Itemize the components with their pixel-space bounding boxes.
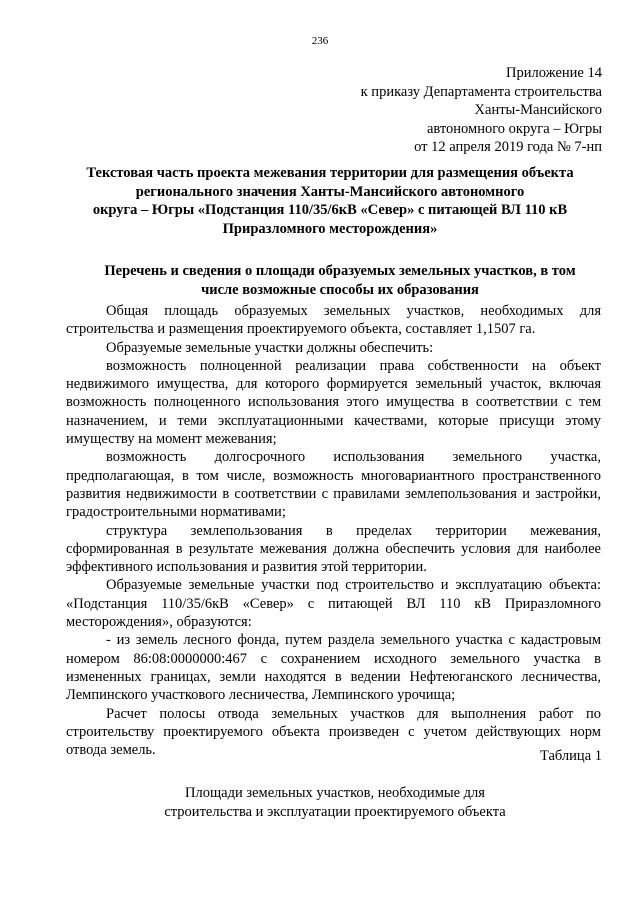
paragraph: Образуемые земельные участки должны обеспечить: — [106, 339, 434, 356]
page-number: 236 — [311, 35, 329, 47]
title-line: округа – Югры «Подстанция 110/35/6кВ «Север» с питающей ВЛ 110 кВ — [92, 202, 568, 219]
paragraph: возможность долгосрочного использования земельного участка, предполагающая, в том числе, возможность многовариантного пространственного развития недвижимости в соответствии с правилами землепользования и застройки, градостроительными нормативами; — [66, 449, 601, 521]
paragraph: Общая площадь образуемых земельных участков, необходимых для строительства и размещения проектируемого объекта, составляет 1,1507 га. — [66, 303, 601, 338]
paragraph: структура землепользования в пределах территории межевания, сформированная в результате межевания должна обеспечить условия для наиболее эффективного использования и развития этой территории. — [66, 522, 601, 576]
approval-line: Ханты-Мансийского — [474, 102, 602, 118]
title-line: Текстовая часть проекта межевания территории для размещения объекта — [86, 165, 574, 181]
document-title — [70, 164, 590, 238]
paragraph: Образуемые земельные участки под строительство и эксплуатацию объекта: «Подстанция 110/35/6кВ «Север» с питающей ВЛ 110 кВ Приразломного месторождения», образуются: — [66, 577, 601, 631]
table-caption-line: Площади земельных участков, необходимые для — [185, 785, 485, 801]
approval-line: автономного округа – Югры — [426, 120, 602, 137]
section-title-line: Перечень и сведения о площади образуемых земельных участков, в том — [104, 263, 576, 279]
table-caption-line: строительства и эксплуатации проектируемого объекта — [164, 803, 506, 820]
title-line: Приразломного месторождения» — [222, 220, 438, 237]
paragraph: возможность полноценной реализации права собственности на объект недвижимого имущества, для которого формируется земельный участок, включая возможность полноценного использования этого имущества в соответствии с тем назначением, и теми эксплуатационными качествами, которые присущи этому имуществу на момент межевания; — [66, 357, 601, 448]
table-caption — [70, 784, 600, 821]
approval-line: к приказу Департамента строительства — [360, 83, 602, 100]
table-label: Таблица 1 — [539, 748, 602, 764]
section-title-line: числе возможные способы их образования — [201, 281, 479, 298]
paragraph: Расчет полосы отвода земельных участков для выполнения работ по строительству проектируемого объекта произведен с учетом действующих норм отвода земель. — [66, 705, 601, 759]
paragraph: - из земель лесного фонда, путем раздела земельного участка с кадастровым номером 86:08:0000000:467 с сохранением исходного земельного участка в измененных границах, земли находятся в ведении Нефтеюганского лесничества, Лемпинского участкового лесничества, Лемпинского урочища; — [66, 632, 601, 704]
approval-line: Приложение 14 — [506, 65, 602, 81]
approval-line: от 12 апреля 2019 года № 7-нп — [414, 139, 602, 155]
approval-block — [361, 64, 602, 157]
section-title — [90, 262, 590, 299]
title-line: регионального значения Ханты-Мансийского автономного — [135, 183, 525, 200]
body-text — [66, 302, 601, 759]
